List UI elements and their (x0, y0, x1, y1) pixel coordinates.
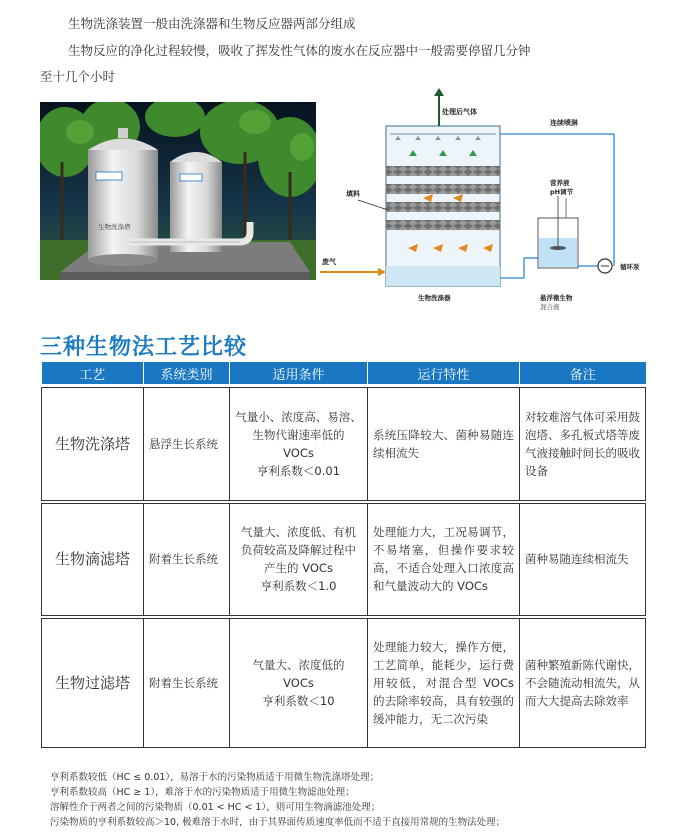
condition-line: 产生的 VOCs (264, 561, 333, 575)
footnote-line: 亨利系数较高（HC ≥ 1），难溶于水的污染物质适于用微生物滤池处理； (50, 787, 355, 798)
process-name: 生物滴滤塔 (42, 503, 144, 615)
footnote-line: 亨利系数较低（HC ≤ 0.01），易溶于水的污染物质适于用微生物洗涤塔处理； (50, 772, 380, 783)
mixed-liquor-label: 混合液 (540, 303, 560, 311)
table-header-row (42, 362, 646, 384)
condition-line: 亨利系数＜10 (262, 693, 335, 708)
table-row (42, 503, 646, 615)
tower-scene (40, 102, 316, 280)
footnotes (50, 770, 505, 830)
footnote-line: 污染物质的亨利系数较高＞10, 极难溶于水时，由于其界面传质速度率低而不适于直接用常规的生物法处理； (50, 817, 506, 828)
condition-line: 气量大、浓度低、有机 (241, 525, 356, 539)
treated-gas-label: 处理后气体 (442, 108, 477, 116)
intro-line-1: 生物洗涤装置一般由洗涤器和生物反应器两部分组成 (68, 16, 356, 31)
schematic-drawing (318, 88, 663, 316)
process-schematic (318, 88, 663, 316)
spray-label: 连续喷淋 (550, 119, 578, 127)
section-title: 三种生物法工艺比较 (40, 335, 248, 360)
pump-label: 循环泵 (620, 263, 640, 271)
header-category: 系统类别 (144, 362, 230, 384)
intro-line-3: 至十几个小时 (40, 69, 116, 84)
condition-line: 气量小、浓度高、易溶、 (235, 409, 362, 424)
condition-line: 亨利系数＜1.0 (260, 579, 337, 593)
condition-line: VOCs (283, 675, 314, 690)
footnote-line: 溶解性介于两者之间的污染物质（0.01 < HC < 1），则可用生物滴滤池处理； (50, 802, 381, 813)
system-category: 悬浮生长系统 (144, 387, 230, 500)
condition-line: 亨利系数＜0.01 (256, 463, 341, 478)
header-operation: 运行特性 (368, 362, 520, 384)
operation-characteristics: 处理能力大，工况易调节，不易堵塞，但操作要求较高，不适合处理入口浓度高和气量波动大的 VOCs (368, 503, 520, 615)
system-category: 附着生长系统 (144, 503, 230, 615)
comparison-table (41, 362, 646, 748)
remarks: 菌种易随连续相流失 (520, 503, 646, 615)
header-process: 工艺 (42, 362, 144, 384)
table-row (42, 387, 646, 500)
applicable-conditions (230, 618, 368, 747)
condition-line: 负荷较高及降解过程中 (241, 543, 356, 557)
operation-characteristics: 系统压降较大、菌种易随连续相流失 (368, 387, 520, 500)
condition-line: VOCs (283, 445, 314, 460)
ph-label: pH调节 (550, 188, 574, 196)
applicable-conditions (230, 387, 368, 500)
scrubber-label: 生物洗涤器 (418, 294, 451, 302)
remarks: 菌种繁殖新陈代谢快，不会随流动相流失，从而大大提高去除效率 (520, 618, 646, 747)
suspended-label: 悬浮微生物 (540, 294, 573, 302)
operation-characteristics: 处理能力较大，操作方便，工艺简单，能耗少，运行费用较低，对混合型 VOCs 的去除率较高，具有较强的缓冲能力，无二次污染 (368, 618, 520, 747)
table-row (42, 618, 646, 747)
remarks: 对较难溶气体可采用鼓泡塔、多孔板式塔等废气液接触时间长的吸收设备 (520, 387, 646, 500)
system-category: 附着生长系统 (144, 618, 230, 747)
process-name: 生物过滤塔 (42, 618, 144, 747)
header-notes: 备注 (520, 362, 646, 384)
filler-label: 填料 (346, 190, 360, 198)
bio-scrubber-illustration (40, 102, 316, 280)
process-name: 生物洗涤塔 (42, 387, 144, 500)
header-conditions: 适用条件 (230, 362, 368, 384)
condition-line: 气量大、浓度低的 (252, 657, 345, 672)
nutrient-label: 营养液 (550, 179, 570, 187)
waste-gas-label: 废气 (322, 258, 336, 266)
intro-line-2: 生物反应的净化过程较慢，吸收了挥发性气体的废水在反应器中一般需要停留几分钟 (68, 43, 531, 58)
tower-label: 生物洗涤塔 (98, 223, 131, 231)
condition-line: 生物代谢速率低的 (252, 427, 345, 442)
applicable-conditions (230, 503, 368, 615)
